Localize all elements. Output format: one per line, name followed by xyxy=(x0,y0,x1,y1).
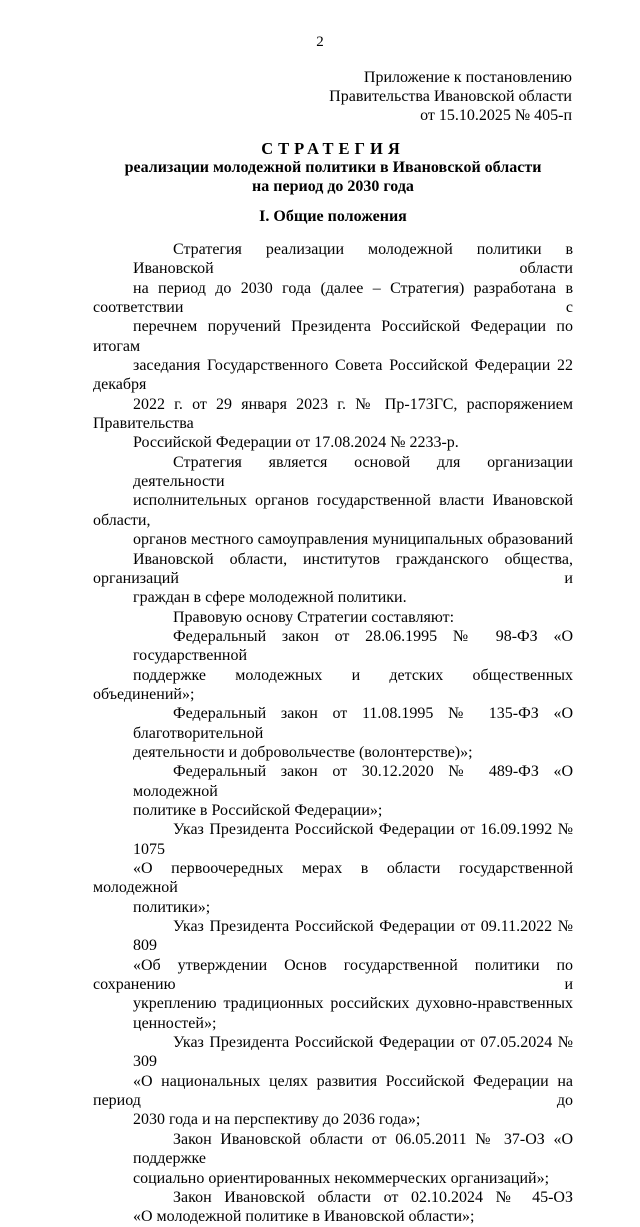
paragraph-line: Указ Президента Российской Федерации от 16.09.1992 № 1075 xyxy=(133,821,573,858)
paragraph xyxy=(93,1188,573,1227)
paragraph-line: органов местного самоуправления муниципальных образований xyxy=(133,531,573,549)
paragraph-line: «О национальных целях развития Российской Федерации на период до xyxy=(93,1072,573,1110)
paragraph xyxy=(93,917,573,1033)
paragraph-line: 2022 г. от 29 января 2023 г. № Пр-173ГС, распоряжением Правительства xyxy=(93,395,573,433)
paragraph-line: на период до 2030 года (далее – Стратегия) разработана в соответствии с xyxy=(93,279,573,317)
paragraph-line: социально ориентированных некоммерческих организаций»; xyxy=(133,1169,550,1187)
paragraph-line: ценностей»; xyxy=(133,1014,217,1032)
paragraph-line: Российской Федерации от 17.08.2024 № 2233-р. xyxy=(133,434,459,452)
paragraph-line: граждан в сфере молодежной политики. xyxy=(133,589,407,607)
paragraph-line: политике в Российской Федерации»; xyxy=(133,801,383,819)
paragraph xyxy=(93,608,573,627)
title-main: СТРАТЕГИЯ xyxy=(261,139,405,158)
paragraph-line: «О молодежной политике в Ивановской области»; xyxy=(133,1208,475,1226)
paragraph xyxy=(93,704,573,762)
paragraph-line: «Об утверждении Основ государственной политики по сохранению и xyxy=(93,956,573,994)
paragraph-line: Федеральный закон от 11.08.1995 № 135-ФЗ «О благотворительной xyxy=(133,705,573,742)
paragraph-line: Федеральный закон от 30.12.2020 № 489-ФЗ «О молодежной xyxy=(133,763,573,800)
paragraph xyxy=(93,453,573,608)
paragraph-line: Федеральный закон от 28.06.1995 № 98-ФЗ «О государственной xyxy=(133,627,573,665)
paragraph-line: деятельности и добровольчестве (волонтерстве)»; xyxy=(133,743,473,761)
appendix-line-2: Правительства Ивановской области xyxy=(329,88,572,105)
paragraph-line: Указ Президента Российской Федерации от 09.11.2022 № 809 xyxy=(133,918,573,955)
paragraph-line: перечнем поручений Президента Российской Федерации по итогам xyxy=(93,318,573,355)
paragraph-line: «О первоочередных мерах в области государственной молодежной xyxy=(93,860,573,897)
section-heading: I. Общие положения xyxy=(259,208,407,225)
paragraph-line: Стратегия реализации молодежной политики в Ивановской области xyxy=(133,241,573,278)
paragraph-line: Правовую основу Стратегии составляют: xyxy=(173,608,455,626)
title-line-3: на период до 2030 года xyxy=(252,178,414,195)
title-line-2: реализации молодежной политики в Ивановской области xyxy=(124,159,542,176)
paragraph xyxy=(93,1033,573,1130)
paragraph-line: Ивановской области, институтов гражданского общества, организаций и xyxy=(93,550,573,587)
page-number: 2 xyxy=(316,34,324,50)
paragraph-line: заседания Государственного Совета Российской Федерации 22 декабря xyxy=(93,357,573,394)
paragraph-line: исполнительных органов государственной власти Ивановской области, xyxy=(93,492,573,529)
paragraph-line: Закон Ивановской области от 06.05.2011 № 37-ОЗ «О поддержке xyxy=(133,1130,573,1168)
paragraph xyxy=(93,240,573,453)
paragraph xyxy=(93,1130,573,1188)
appendix-reference xyxy=(272,68,572,125)
paragraph-line: Закон Ивановской области от 02.10.2024 № 45-ОЗ xyxy=(173,1188,573,1206)
document-title xyxy=(93,139,573,196)
paragraph-line: 2030 года и на перспективу до 2036 года»; xyxy=(133,1111,421,1129)
paragraph-line: политики»; xyxy=(133,898,211,916)
appendix-line-1: Приложение к постановлению xyxy=(363,69,572,86)
appendix-line-3: от 15.10.2025 № 405-п xyxy=(420,107,572,124)
paragraph-line: Стратегия является основой для организации деятельности xyxy=(133,453,573,491)
paragraph-line: Указ Президента Российской Федерации от 07.05.2024 № 309 xyxy=(133,1034,573,1071)
paragraph xyxy=(93,627,573,704)
paragraph-line: поддержке молодежных и детских общественных объединений»; xyxy=(93,666,573,703)
paragraph xyxy=(93,820,573,917)
paragraph-line: укреплению традиционных российских духовно-нравственных xyxy=(133,995,573,1013)
body-text xyxy=(93,240,573,1227)
paragraph xyxy=(93,762,573,820)
